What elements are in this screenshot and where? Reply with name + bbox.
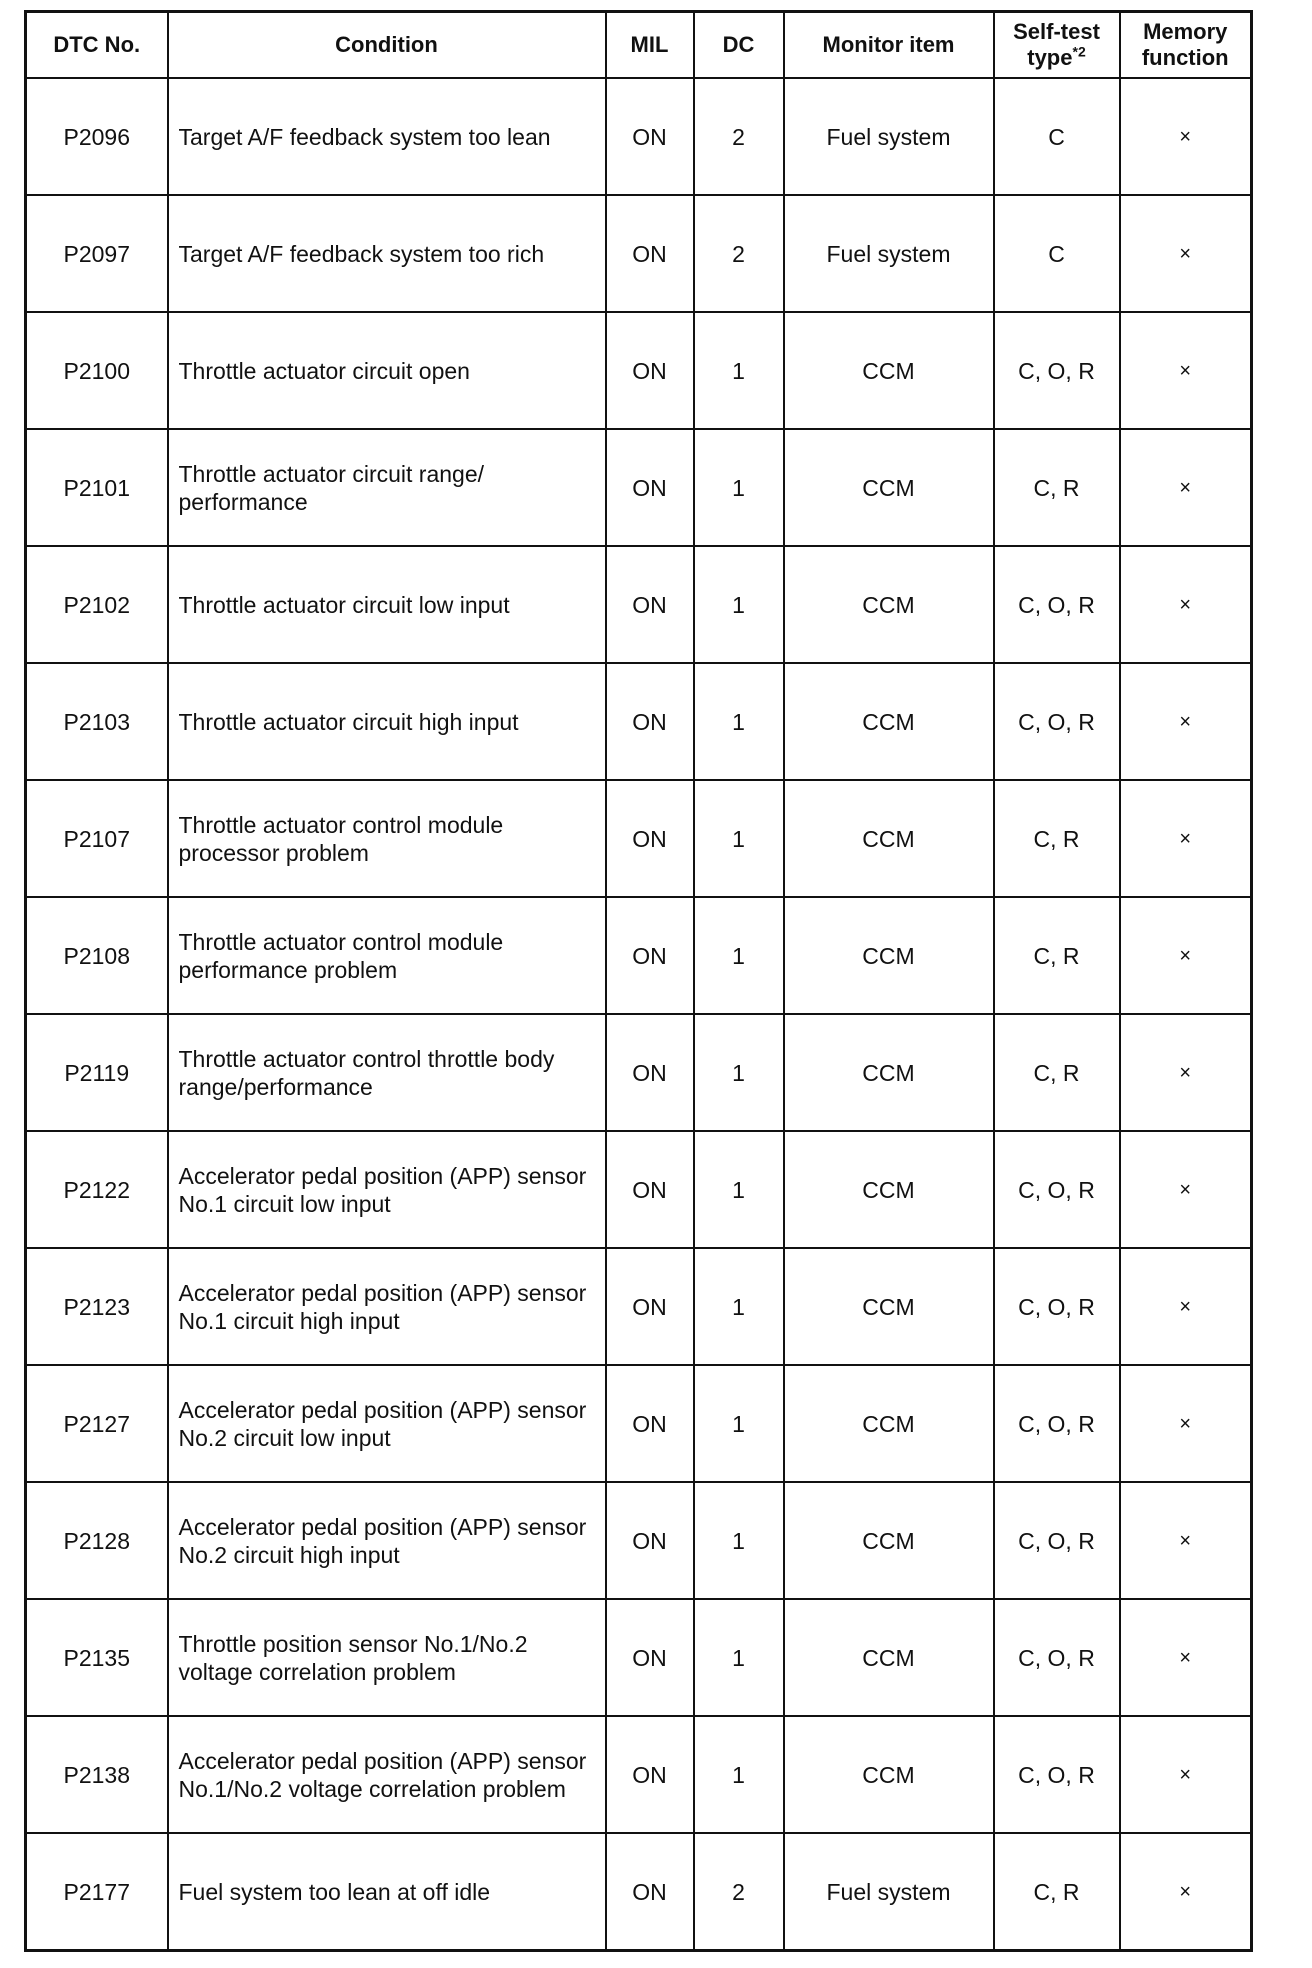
mil-cell: ON (606, 429, 694, 546)
condition-cell: Throttle actuator control throttle body range/performance (168, 1014, 606, 1131)
monitor-item-cell: CCM (784, 1248, 994, 1365)
self-test-type-cell: C, O, R (994, 1716, 1120, 1833)
dtc-no-cell: P2103 (26, 663, 168, 780)
self-test-type-cell: C, O, R (994, 312, 1120, 429)
table-row (26, 1833, 1252, 1951)
self-test-type-cell: C, O, R (994, 1599, 1120, 1716)
monitor-item-cell: CCM (784, 663, 994, 780)
dc-cell: 1 (694, 312, 784, 429)
header-memory-line1: Memory (1143, 19, 1228, 44)
mil-cell: ON (606, 663, 694, 780)
table-row (26, 1365, 1252, 1482)
condition-cell: Accelerator pedal position (APP) sensor No.2 circuit high input (168, 1482, 606, 1599)
mil-cell: ON (606, 1365, 694, 1482)
dc-cell: 1 (694, 663, 784, 780)
monitor-item-cell: Fuel system (784, 1833, 994, 1951)
table-row (26, 897, 1252, 1014)
memory-function-cell: × (1120, 1014, 1252, 1131)
mil-cell: ON (606, 1482, 694, 1599)
dtc-no-cell: P2096 (26, 78, 168, 195)
mil-cell: ON (606, 546, 694, 663)
memory-function-cell: × (1120, 1365, 1252, 1482)
table-row (26, 1014, 1252, 1131)
table-row (26, 1131, 1252, 1248)
condition-cell: Throttle actuator circuit open (168, 312, 606, 429)
monitor-item-cell: CCM (784, 429, 994, 546)
self-test-type-cell: C, R (994, 780, 1120, 897)
memory-function-cell: × (1120, 195, 1252, 312)
monitor-item-cell: Fuel system (784, 78, 994, 195)
dc-cell: 1 (694, 1248, 784, 1365)
condition-cell: Accelerator pedal position (APP) sensor No.1 circuit high input (168, 1248, 606, 1365)
table-body (26, 78, 1252, 1951)
memory-function-cell: × (1120, 780, 1252, 897)
self-test-type-cell: C, O, R (994, 1131, 1120, 1248)
monitor-item-cell: CCM (784, 1131, 994, 1248)
self-test-type-cell: C, R (994, 1833, 1120, 1951)
mil-cell: ON (606, 1014, 694, 1131)
header-dtc-no: DTC No. (26, 12, 168, 79)
mil-cell: ON (606, 1248, 694, 1365)
dc-cell: 2 (694, 1833, 784, 1951)
dc-cell: 1 (694, 1599, 784, 1716)
memory-function-cell: × (1120, 897, 1252, 1014)
memory-function-cell: × (1120, 1833, 1252, 1951)
table-row (26, 1716, 1252, 1833)
table-row (26, 663, 1252, 780)
dtc-no-cell: P2102 (26, 546, 168, 663)
condition-cell: Target A/F feedback system too rich (168, 195, 606, 312)
self-test-type-cell: C, O, R (994, 1248, 1120, 1365)
dtc-no-cell: P2119 (26, 1014, 168, 1131)
condition-cell: Throttle actuator control module processor problem (168, 780, 606, 897)
condition-cell: Accelerator pedal position (APP) sensor No.1 circuit low input (168, 1131, 606, 1248)
monitor-item-cell: CCM (784, 780, 994, 897)
table-row (26, 1599, 1252, 1716)
dtc-no-cell: P2138 (26, 1716, 168, 1833)
memory-function-cell: × (1120, 312, 1252, 429)
dc-cell: 1 (694, 1014, 784, 1131)
memory-function-cell: × (1120, 1131, 1252, 1248)
condition-cell: Fuel system too lean at off idle (168, 1833, 606, 1951)
monitor-item-cell: CCM (784, 312, 994, 429)
condition-cell: Accelerator pedal position (APP) sensor No.1/No.2 voltage correlation problem (168, 1716, 606, 1833)
dtc-no-cell: P2100 (26, 312, 168, 429)
dtc-no-cell: P2128 (26, 1482, 168, 1599)
mil-cell: ON (606, 78, 694, 195)
mil-cell: ON (606, 195, 694, 312)
table-row (26, 1482, 1252, 1599)
condition-cell: Throttle actuator circuit range/ performance (168, 429, 606, 546)
dc-cell: 1 (694, 546, 784, 663)
memory-function-cell: × (1120, 78, 1252, 195)
header-self-test-footnote: *2 (1072, 43, 1086, 60)
dtc-table (24, 10, 1253, 1952)
header-memory-function (1120, 12, 1252, 79)
self-test-type-cell: C, R (994, 897, 1120, 1014)
dtc-no-cell: P2177 (26, 1833, 168, 1951)
header-monitor-item: Monitor item (784, 12, 994, 79)
self-test-type-cell: C (994, 78, 1120, 195)
memory-function-cell: × (1120, 546, 1252, 663)
table-row (26, 78, 1252, 195)
dc-cell: 1 (694, 1131, 784, 1248)
condition-cell: Throttle actuator circuit low input (168, 546, 606, 663)
monitor-item-cell: CCM (784, 1716, 994, 1833)
mil-cell: ON (606, 1599, 694, 1716)
memory-function-cell: × (1120, 1248, 1252, 1365)
dtc-no-cell: P2135 (26, 1599, 168, 1716)
table-row (26, 195, 1252, 312)
condition-cell: Target A/F feedback system too lean (168, 78, 606, 195)
dc-cell: 2 (694, 195, 784, 312)
mil-cell: ON (606, 312, 694, 429)
self-test-type-cell: C, O, R (994, 1365, 1120, 1482)
mil-cell: ON (606, 1716, 694, 1833)
memory-function-cell: × (1120, 663, 1252, 780)
table-row (26, 780, 1252, 897)
self-test-type-cell: C, O, R (994, 1482, 1120, 1599)
memory-function-cell: × (1120, 1599, 1252, 1716)
dtc-no-cell: P2101 (26, 429, 168, 546)
monitor-item-cell: CCM (784, 546, 994, 663)
dc-cell: 1 (694, 1482, 784, 1599)
mil-cell: ON (606, 1833, 694, 1951)
dtc-no-cell: P2122 (26, 1131, 168, 1248)
table-row (26, 1248, 1252, 1365)
monitor-item-cell: Fuel system (784, 195, 994, 312)
table-row (26, 429, 1252, 546)
condition-cell: Throttle position sensor No.1/No.2 voltage correlation problem (168, 1599, 606, 1716)
table-row (26, 546, 1252, 663)
self-test-type-cell: C, R (994, 429, 1120, 546)
header-condition: Condition (168, 12, 606, 79)
condition-cell: Throttle actuator control module performance problem (168, 897, 606, 1014)
dtc-no-cell: P2108 (26, 897, 168, 1014)
header-memory-line2: function (1141, 45, 1229, 70)
self-test-type-cell: C, O, R (994, 663, 1120, 780)
self-test-type-cell: C, R (994, 1014, 1120, 1131)
dc-cell: 1 (694, 1365, 784, 1482)
self-test-type-cell: C (994, 195, 1120, 312)
dtc-no-cell: P2127 (26, 1365, 168, 1482)
header-self-test-type (994, 12, 1120, 79)
condition-cell: Throttle actuator circuit high input (168, 663, 606, 780)
monitor-item-cell: CCM (784, 897, 994, 1014)
monitor-item-cell: CCM (784, 1599, 994, 1716)
monitor-item-cell: CCM (784, 1365, 994, 1482)
table-row (26, 312, 1252, 429)
memory-function-cell: × (1120, 429, 1252, 546)
dc-cell: 1 (694, 429, 784, 546)
mil-cell: ON (606, 897, 694, 1014)
header-mil: MIL (606, 12, 694, 79)
self-test-type-cell: C, O, R (994, 546, 1120, 663)
mil-cell: ON (606, 780, 694, 897)
memory-function-cell: × (1120, 1482, 1252, 1599)
monitor-item-cell: CCM (784, 1014, 994, 1131)
header-row (26, 12, 1252, 79)
header-self-test-line1: Self-test (1013, 19, 1100, 44)
dtc-no-cell: P2107 (26, 780, 168, 897)
dc-cell: 1 (694, 897, 784, 1014)
header-self-test-line2: type (1027, 45, 1073, 70)
dc-cell: 1 (694, 1716, 784, 1833)
dtc-no-cell: P2097 (26, 195, 168, 312)
mil-cell: ON (606, 1131, 694, 1248)
dc-cell: 1 (694, 780, 784, 897)
dc-cell: 2 (694, 78, 784, 195)
dtc-no-cell: P2123 (26, 1248, 168, 1365)
header-dc: DC (694, 12, 784, 79)
condition-cell: Accelerator pedal position (APP) sensor No.2 circuit low input (168, 1365, 606, 1482)
memory-function-cell: × (1120, 1716, 1252, 1833)
monitor-item-cell: CCM (784, 1482, 994, 1599)
